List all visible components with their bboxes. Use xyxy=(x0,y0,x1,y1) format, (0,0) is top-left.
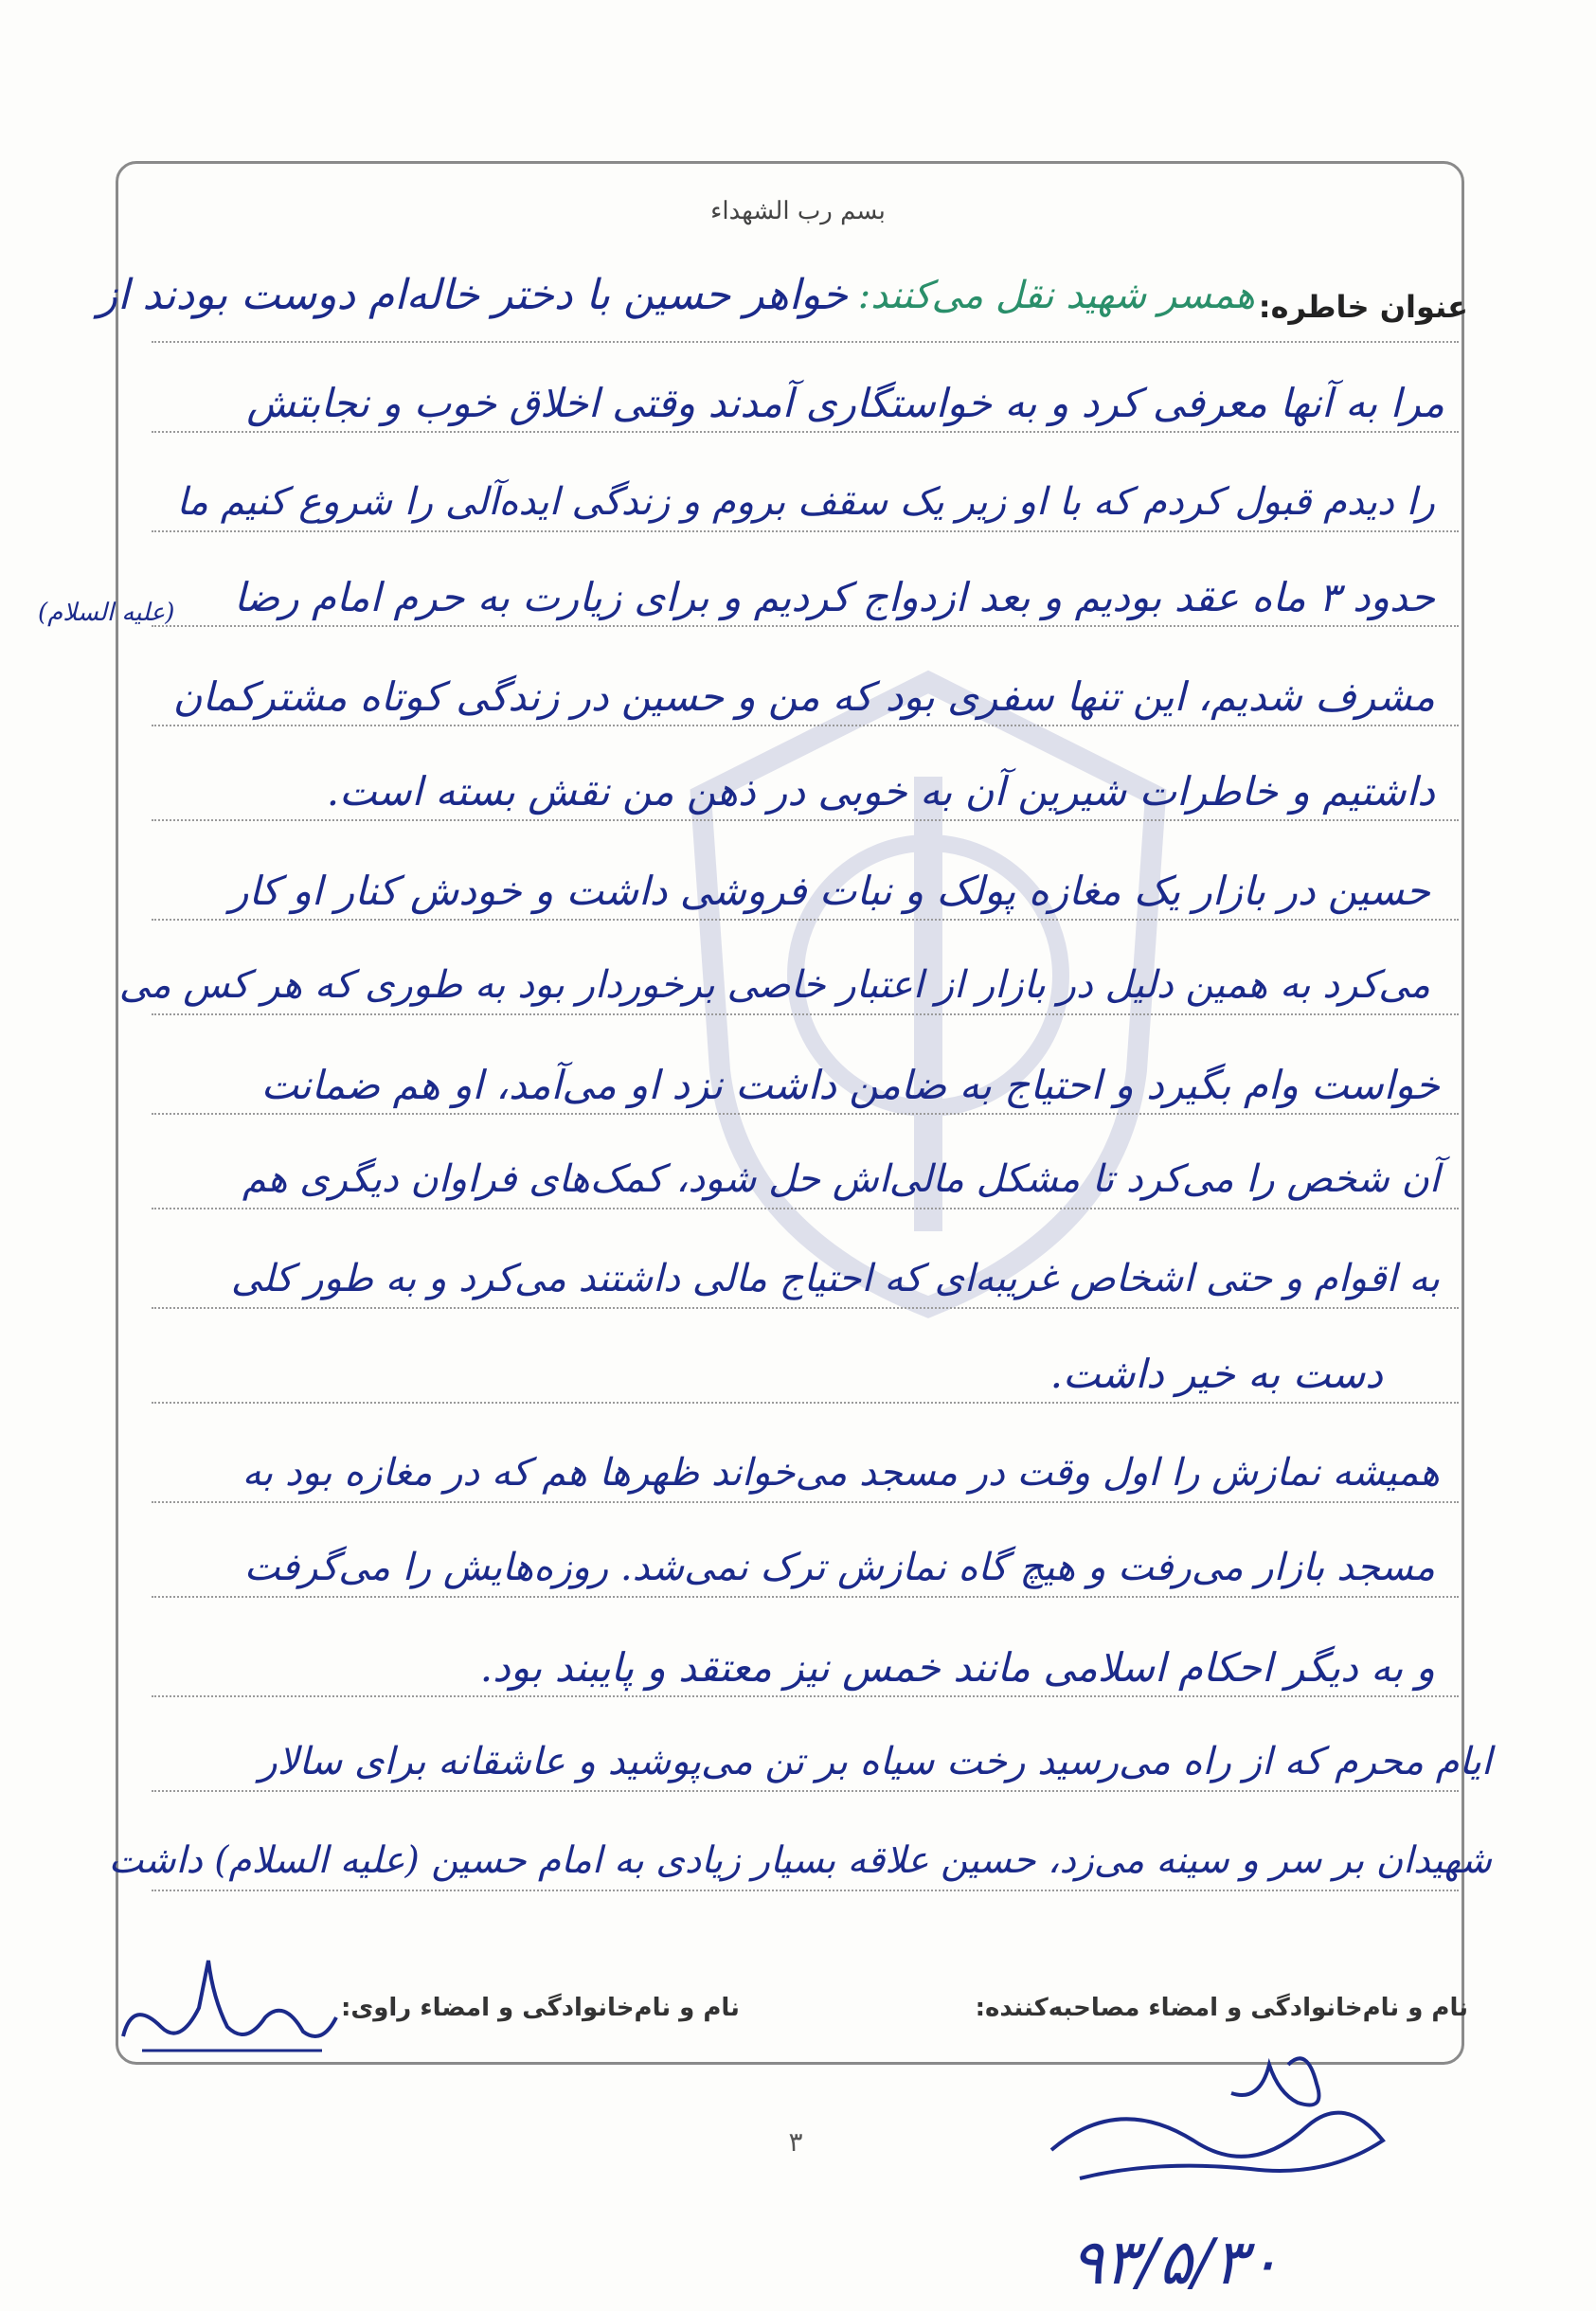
ruled-line xyxy=(152,625,1459,627)
memoir-title-label: عنوان خاطره: xyxy=(1258,289,1468,325)
handwritten-line: خواست وام بگیرد و احتیاج به ضامن داشت نزد او می‌آمد، او هم ضمانت xyxy=(260,1062,1440,1108)
handwritten-line: به اقوام و حتی اشخاص غریبه‌ای که احتیاج مالی داشتند می‌کرد و به طور کلی xyxy=(230,1257,1440,1300)
ruled-line xyxy=(152,1890,1459,1891)
handwritten-line: آن شخص را می‌کرد تا مشکل مالی‌اش حل شود، کمک‌های فراوان دیگری هم xyxy=(242,1157,1440,1201)
ruled-line xyxy=(152,530,1459,532)
interviewer-signature-label: نام و نام‌خانوادگی و امضاء مصاحبه‌کننده: xyxy=(975,1994,1468,2022)
handwritten-date: ۹۳/۵/۳۰ xyxy=(1070,2226,1281,2299)
memoir-title-text: خواهر حسین با دختر خاله‌ام دوست بودند از xyxy=(97,271,848,319)
page-number: ۳ xyxy=(788,2126,803,2158)
handwritten-line: مسجد بازار می‌رفت و هیچ گاه نمازش ترک نمی‌شد. روزه‌هایش را می‌گرفت xyxy=(243,1546,1435,1589)
ruled-line xyxy=(152,1113,1459,1115)
narrator-signature xyxy=(104,1942,350,2065)
ruled-line xyxy=(152,1501,1459,1503)
handwritten-line: داشتیم و خاطرات شیرین آن به خوبی در ذهن من نقش بسته است. xyxy=(326,768,1435,815)
handwritten-line: ایام محرم که از راه می‌رسید رخت سیاه بر تن می‌پوشید و عاشقانه برای سالار xyxy=(259,1740,1492,1783)
ruled-line xyxy=(152,1208,1459,1209)
title-annotation: همسر شهید نقل می‌کنند: xyxy=(857,274,1255,317)
margin-note: (علیه السلام) xyxy=(38,599,175,627)
narrator-signature-label: نام و نام‌خانوادگی و امضاء راوی: xyxy=(341,1994,740,2022)
ruled-line xyxy=(152,431,1459,433)
handwritten-line: می‌کرد به همین دلیل در بازار از اعتبار خاصی برخوردار بود به طوری که هر کس می xyxy=(118,963,1430,1007)
handwritten-line: حدود ۳ ماه عقد بودیم و بعد ازدواج کردیم و برای زیارت به حرم امام رضا xyxy=(233,574,1435,620)
ruled-line xyxy=(152,1596,1459,1598)
ruled-line xyxy=(152,1013,1459,1015)
ruled-line xyxy=(152,1402,1459,1404)
handwritten-line: را دیدم قبول کردم که با او زیر یک سقف بروم و زندگی ایده‌آلی را شروع کنیم ما xyxy=(176,480,1435,524)
handwritten-line: حسین در بازار یک مغازه پولک و نبات فروشی داشت و خودش کنار او کار xyxy=(229,868,1430,914)
ruled-line xyxy=(152,819,1459,821)
basmala-header: بسم رب الشهداء xyxy=(710,197,886,225)
ruled-line xyxy=(152,1307,1459,1309)
ruled-line xyxy=(152,725,1459,726)
handwritten-line: و به دیگر احکام اسلامی مانند خمس نیز معتقد و پایبند بود. xyxy=(479,1644,1435,1691)
ruled-line xyxy=(152,919,1459,921)
ruled-line xyxy=(152,1790,1459,1792)
ruled-line xyxy=(152,1695,1459,1697)
handwritten-line: همیشه نمازش را اول وقت در مسجد می‌خواند ظهرها هم که در مغازه بود به xyxy=(242,1451,1440,1495)
handwritten-line: مشرف شدیم، این تنها سفری بود که من و حسین در زندگی کوتاه مشترکمان xyxy=(172,673,1435,720)
handwritten-line: دست به خیر داشت. xyxy=(1049,1351,1383,1397)
ruled-line xyxy=(152,341,1459,343)
handwritten-line: مرا به آنها معرفی کرد و به خواستگاری آمدند وقتی اخلاق خوب و نجابتش xyxy=(246,380,1444,426)
handwritten-line: شهیدان بر سر و سینه می‌زد، حسین علاقه بسیار زیادی به امام حسین (علیه السلام) داشت xyxy=(108,1839,1492,1882)
interviewer-signature xyxy=(1042,2036,1402,2197)
